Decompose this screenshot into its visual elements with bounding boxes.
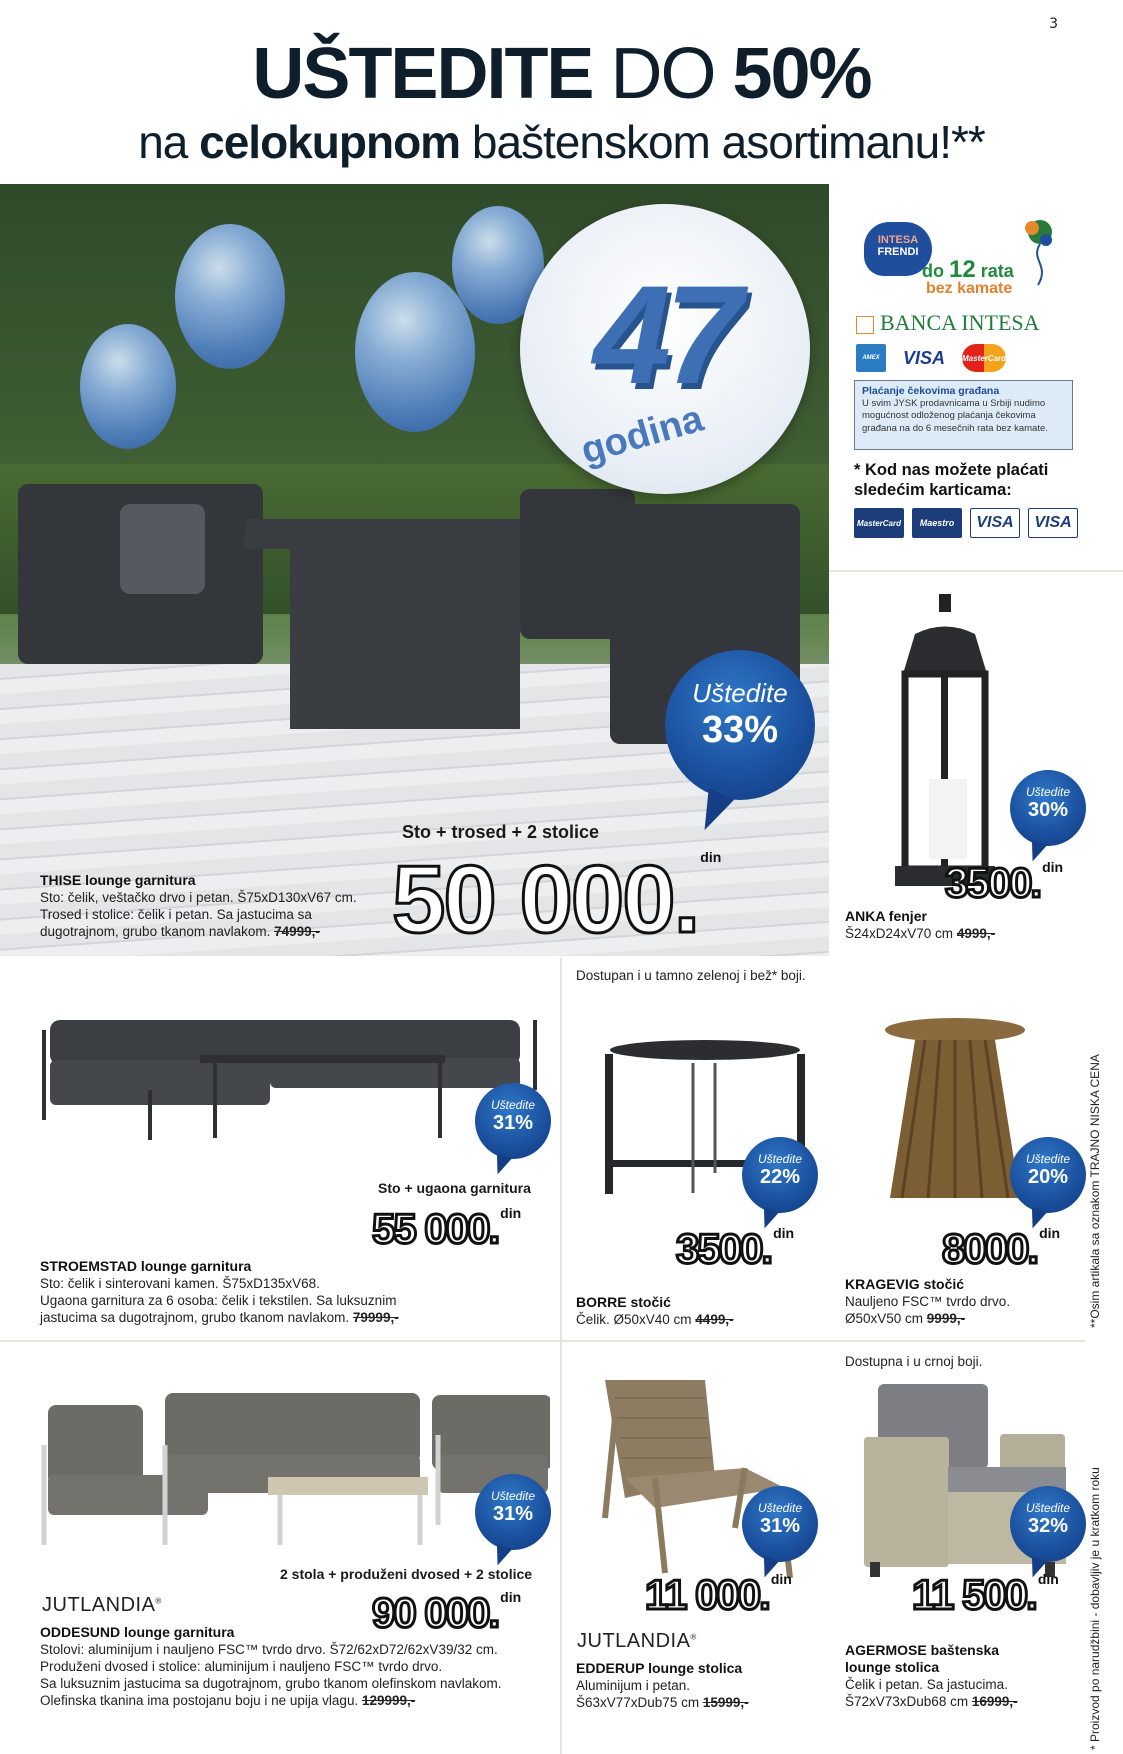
oddesund-combo: 2 stola + produženi dvosed + 2 stolice — [280, 1566, 533, 1582]
old-price: 4999,- — [956, 926, 996, 941]
jutlandia-logo: JUTLANDIA® — [577, 1630, 697, 1652]
saving-label: Uštedite — [757, 1501, 803, 1515]
footnote-single-star: * Proizvod po narudžbini - dobavljiv je u kratkom roku — [1088, 1467, 1102, 1750]
product-name: EDDERUP lounge stolica — [576, 1660, 743, 1676]
anniversary-number: 47 — [593, 256, 737, 413]
currency: din — [1037, 1571, 1059, 1587]
thise-price — [392, 846, 722, 953]
price-value: 50 000. — [392, 846, 699, 953]
divider — [829, 570, 1123, 572]
currency: din — [773, 1225, 795, 1241]
product-name: AGERMOSE baštenska — [845, 1642, 1000, 1658]
headline-do: DO — [592, 34, 733, 114]
currency: din — [700, 849, 722, 865]
mastercard-icon: MasterCard — [854, 508, 904, 538]
saving-percent: 31% — [492, 1503, 534, 1525]
product-desc: Aluminijum i petan. — [576, 1678, 691, 1693]
balloon-icon — [80, 324, 176, 449]
saving-badge-kragevig — [1010, 1137, 1086, 1213]
borre-price — [676, 1225, 795, 1272]
price-value: 8000. — [942, 1225, 1038, 1272]
inst-num: 12 — [949, 256, 976, 283]
product-name: ANKA fenjer — [845, 908, 927, 924]
agermose-note: Dostupna i u crnoj boji. — [845, 1354, 983, 1369]
product-name: BORRE stočić — [576, 1294, 671, 1310]
headline-sub-bold: celokupnom — [199, 116, 461, 168]
product-desc: Produženi dvosed i stolice: aluminijum i nauljeno FSC™ tvrdo drvo. — [40, 1659, 443, 1674]
frendi-bottom: FRENDI — [877, 246, 919, 258]
kragevig-info — [845, 1276, 1010, 1327]
product-desc — [845, 1310, 1010, 1327]
bank-name: BANCA INTESA — [880, 310, 1040, 335]
visa-card-icon: VISA — [970, 508, 1020, 538]
desc-text: Š24xD24xV70 cm — [845, 926, 957, 941]
product-desc: Sa luksuznim jastucima sa dugotrajnom, grubo tkanom olefinskom navlakom. — [40, 1676, 502, 1691]
borre-info — [576, 1294, 734, 1328]
saving-label: Uštedite — [757, 1152, 803, 1166]
price-value: 90 000. — [372, 1589, 499, 1636]
product-name: lounge stolica — [845, 1659, 940, 1675]
currency: din — [1042, 859, 1064, 875]
anniversary-badge — [520, 204, 810, 494]
desc-text: Ø50xV50 cm — [845, 1311, 927, 1326]
product-desc: Nauljeno FSC™ tvrdo drvo. — [845, 1294, 1011, 1309]
banca-intesa-logo — [856, 310, 1040, 336]
saving-percent: 22% — [759, 1166, 801, 1188]
price-value: 11 000. — [645, 1571, 769, 1618]
price-value: 3500. — [676, 1225, 772, 1272]
stroemstad-info — [40, 1258, 399, 1326]
saving-label: Uštedite — [490, 1489, 536, 1503]
frendi-top: INTESA — [877, 234, 919, 246]
headline-sub-rest: baštenskom asortimanu!** — [460, 116, 985, 168]
product-name: KRAGEVIG stočić — [845, 1276, 965, 1292]
headline-percent: 50% — [732, 34, 871, 114]
oddesund-image — [40, 1385, 550, 1545]
cards-top — [856, 344, 1006, 372]
brand-name: JUTLANDIA — [42, 1594, 156, 1616]
hero-thise-photo — [0, 184, 829, 956]
headline-sub — [0, 112, 1123, 172]
headline-sub-pre: na — [138, 116, 200, 168]
borre-note: Dostupan i u tamno zelenoj i bež* boji. — [576, 968, 806, 983]
product-desc — [40, 1309, 399, 1326]
saving-badge-borre — [742, 1137, 818, 1213]
product-desc: Trosed i stolice: čelik i petan. Sa jastucima sa — [40, 907, 312, 922]
no-interest-text: bez kamate — [926, 280, 1013, 297]
currency: din — [500, 1205, 522, 1221]
saving-percent: 33% — [701, 709, 779, 751]
cards-note: * Kod nas možete plaćati sledećim karticama: — [854, 461, 1049, 499]
desc-text: Š72xV73xDub68 cm — [845, 1694, 972, 1709]
page-number: 3 — [1049, 16, 1058, 32]
kragevig-price — [942, 1225, 1061, 1272]
product-desc: Čelik i petan. Sa jastucima. — [845, 1677, 1008, 1692]
saving-percent: 20% — [1027, 1166, 1069, 1188]
old-price: 79999,- — [352, 1310, 399, 1325]
edderup-price — [645, 1571, 792, 1618]
banca-logo-icon — [856, 316, 874, 334]
inst-post: rata — [975, 261, 1014, 281]
product-desc: Ugaona garnitura za 6 osoba: čelik i tekstilen. Sa luksuznim — [40, 1293, 397, 1308]
currency: din — [1039, 1225, 1061, 1241]
visa-electron-icon: VISA — [1028, 508, 1078, 538]
saving-label: Uštedite — [1025, 1501, 1071, 1515]
saving-badge-thise — [665, 650, 815, 800]
thise-combo: Sto + trosed + 2 stolice — [402, 822, 600, 842]
divider — [0, 1340, 1085, 1342]
saving-percent: 30% — [1027, 799, 1069, 821]
old-price: 15999,- — [702, 1695, 749, 1710]
visa-card-icon: VISA — [902, 347, 945, 368]
product-desc — [576, 1311, 734, 1328]
old-price: 9999,- — [926, 1311, 966, 1326]
cheque-title: Plaćanje čekovima građana — [862, 385, 1000, 397]
old-price: 74999,- — [274, 924, 320, 939]
saving-percent: 31% — [492, 1112, 534, 1134]
product-desc: Stolovi: aluminijum i nauljeno FSC™ tvrdo drvo. Š72/62xD72/62xV39/32 cm. — [40, 1642, 498, 1657]
agermose-price — [912, 1571, 1059, 1618]
price-value: 11 500. — [912, 1571, 1036, 1618]
product-desc — [845, 1693, 1018, 1710]
cards-bottom — [854, 508, 1078, 538]
saving-label: Uštedite — [490, 1098, 536, 1112]
saving-label: Uštedite — [692, 678, 788, 708]
stroemstad-price — [372, 1205, 522, 1252]
anka-price — [945, 859, 1064, 906]
product-name: THISE lounge garnitura — [40, 872, 196, 888]
edderup-info — [576, 1660, 749, 1711]
saving-badge-stroemstad — [475, 1083, 551, 1159]
thise-info — [40, 872, 357, 940]
product-desc — [576, 1694, 749, 1711]
balloon-icon — [175, 224, 285, 369]
product-desc: Sto: čelik i sinterovani kamen. Š75xD135xV68. — [40, 1276, 320, 1291]
product-name: ODDESUND lounge garnitura — [40, 1624, 235, 1640]
product-desc: Sto: čelik, veštačko drvo i petan. Š75xD130xV67 cm. — [40, 890, 357, 905]
headline-save: UŠTEDITE — [252, 34, 593, 114]
price-value: 3500. — [945, 859, 1041, 906]
stroemstad-image — [40, 1010, 545, 1150]
saving-label: Uštedite — [1025, 1152, 1071, 1166]
desc-text: Čelik. Ø50xV40 cm — [576, 1312, 696, 1327]
desc-text: Š63xV77xDub75 cm — [576, 1695, 703, 1710]
old-price: 16999,- — [971, 1694, 1018, 1709]
saving-badge-edderup — [742, 1486, 818, 1562]
saving-percent: 32% — [1027, 1515, 1069, 1537]
anka-info — [845, 908, 995, 942]
jutlandia-logo: JUTLANDIA® — [42, 1594, 162, 1616]
footnote-double-star: **Osim artikala sa oznakom TRAJNO NISKA CENA — [1088, 1054, 1102, 1328]
saving-label: Uštedite — [1025, 785, 1071, 799]
desc-text: Olefinska tkanina ima postojanu boju i ne upija vlagu. — [40, 1693, 362, 1708]
currency: din — [500, 1589, 522, 1605]
pillow — [120, 504, 205, 594]
currency: din — [770, 1571, 792, 1587]
mastercard-icon: MasterCard — [962, 344, 1006, 372]
product-desc — [40, 923, 357, 940]
anka-lantern-image — [895, 594, 995, 894]
product-name: STROEMSTAD lounge garnitura — [40, 1258, 252, 1274]
old-price: 129999,- — [361, 1693, 416, 1708]
table-base — [290, 544, 520, 729]
agermose-info — [845, 1642, 1018, 1710]
stroemstad-combo: Sto + ugaona garnitura — [378, 1180, 531, 1196]
inst-pre: do — [922, 261, 949, 281]
cheque-payment-box — [854, 380, 1073, 450]
price-value: 55 000. — [372, 1205, 499, 1252]
maestro-icon: Maestro — [912, 508, 962, 538]
cheque-text: U svim JYSK prodavnicama u Srbiji nudimo mogućnost odloženog plaćanja čekovima građana na do 6 mesečnih rata bez kamate. — [862, 397, 1048, 434]
saving-badge-anka — [1010, 770, 1086, 846]
desc-text: jastucima sa dugotrajnom, grubo tkanom navlakom. — [40, 1310, 353, 1325]
oddesund-info — [40, 1624, 501, 1709]
divider — [560, 958, 562, 1754]
anniversary-label: godina — [576, 397, 708, 473]
decoration-icon — [1010, 210, 1060, 290]
old-price: 4499,- — [695, 1312, 734, 1327]
saving-badge-oddesund — [475, 1474, 551, 1550]
amex-card-icon: AMEX — [856, 344, 886, 372]
saving-badge-agermose — [1010, 1486, 1086, 1562]
desc-text: dugotrajnom, grubo tkanom navlakom. — [40, 924, 275, 939]
balloon-icon — [355, 272, 475, 432]
brand-name: JUTLANDIA — [577, 1630, 691, 1652]
saving-percent: 31% — [759, 1515, 801, 1537]
headline-main — [0, 34, 1123, 114]
product-desc — [40, 1692, 501, 1709]
product-desc — [845, 925, 995, 942]
kragevig-table-image — [880, 1018, 1030, 1203]
